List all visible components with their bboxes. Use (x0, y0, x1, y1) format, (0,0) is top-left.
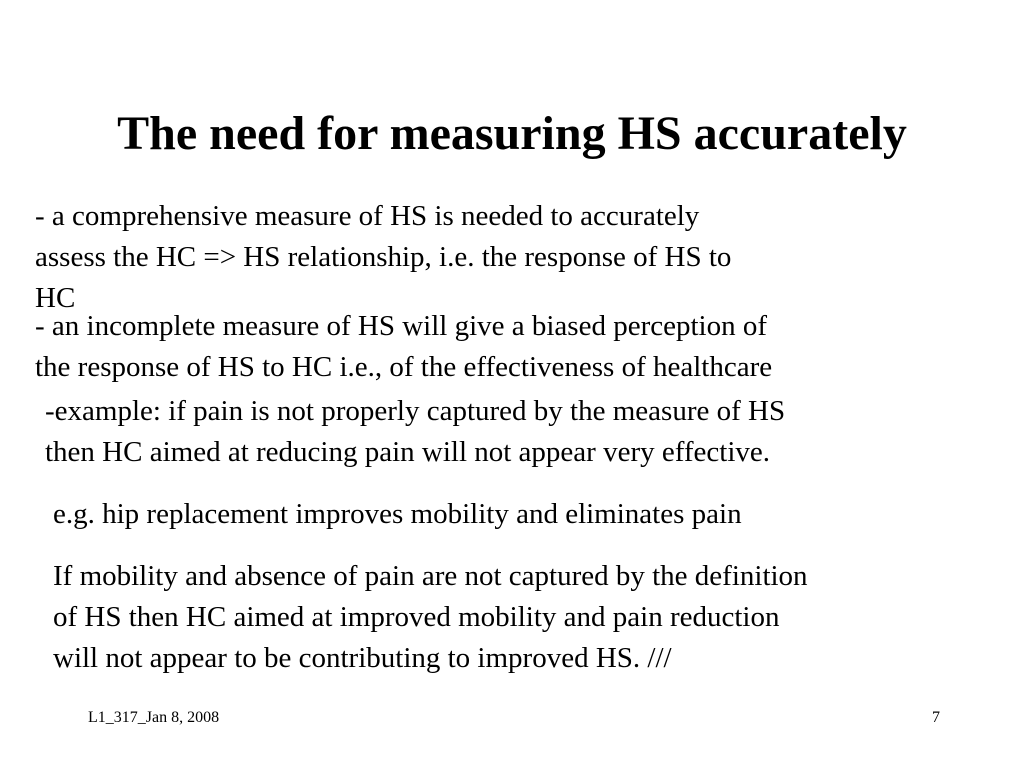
paragraph-line: the response of HS to HC i.e., of the effectiveness of healthcare (35, 351, 773, 383)
paragraph-line: of HS then HC aimed at improved mobility and pain reduction (53, 601, 780, 633)
paragraph-incomplete-measure (35, 306, 772, 388)
slide-title: The need for measuring HS accurately (117, 107, 907, 160)
paragraph-line: -example: if pain is not properly captured by the measure of HS (45, 395, 786, 427)
paragraph-pain-example (45, 391, 785, 473)
paragraph-line: then HC aimed at reducing pain will not appear very effective. (45, 436, 770, 468)
paragraph-hip-replacement (53, 494, 742, 535)
footer-page-number: 7 (932, 709, 940, 726)
paragraph-line: HC (35, 282, 76, 314)
paragraph-line: will not appear to be contributing to improved HS. /// (53, 642, 672, 674)
paragraph-line: - a comprehensive measure of HS is needed to accurately (35, 200, 700, 232)
paragraph-line: assess the HC => HS relationship, i.e. the response of HS to (35, 241, 732, 273)
paragraph-line: - an incomplete measure of HS will give a biased perception of (35, 310, 768, 342)
paragraph-line: If mobility and absence of pain are not captured by the definition (53, 560, 808, 592)
paragraph-mobility-definition (53, 556, 808, 679)
footer-slide-id: L1_317_Jan 8, 2008 (88, 709, 220, 726)
paragraph-line: e.g. hip replacement improves mobility and eliminates pain (53, 498, 742, 530)
paragraph-comprehensive-measure (35, 196, 731, 319)
